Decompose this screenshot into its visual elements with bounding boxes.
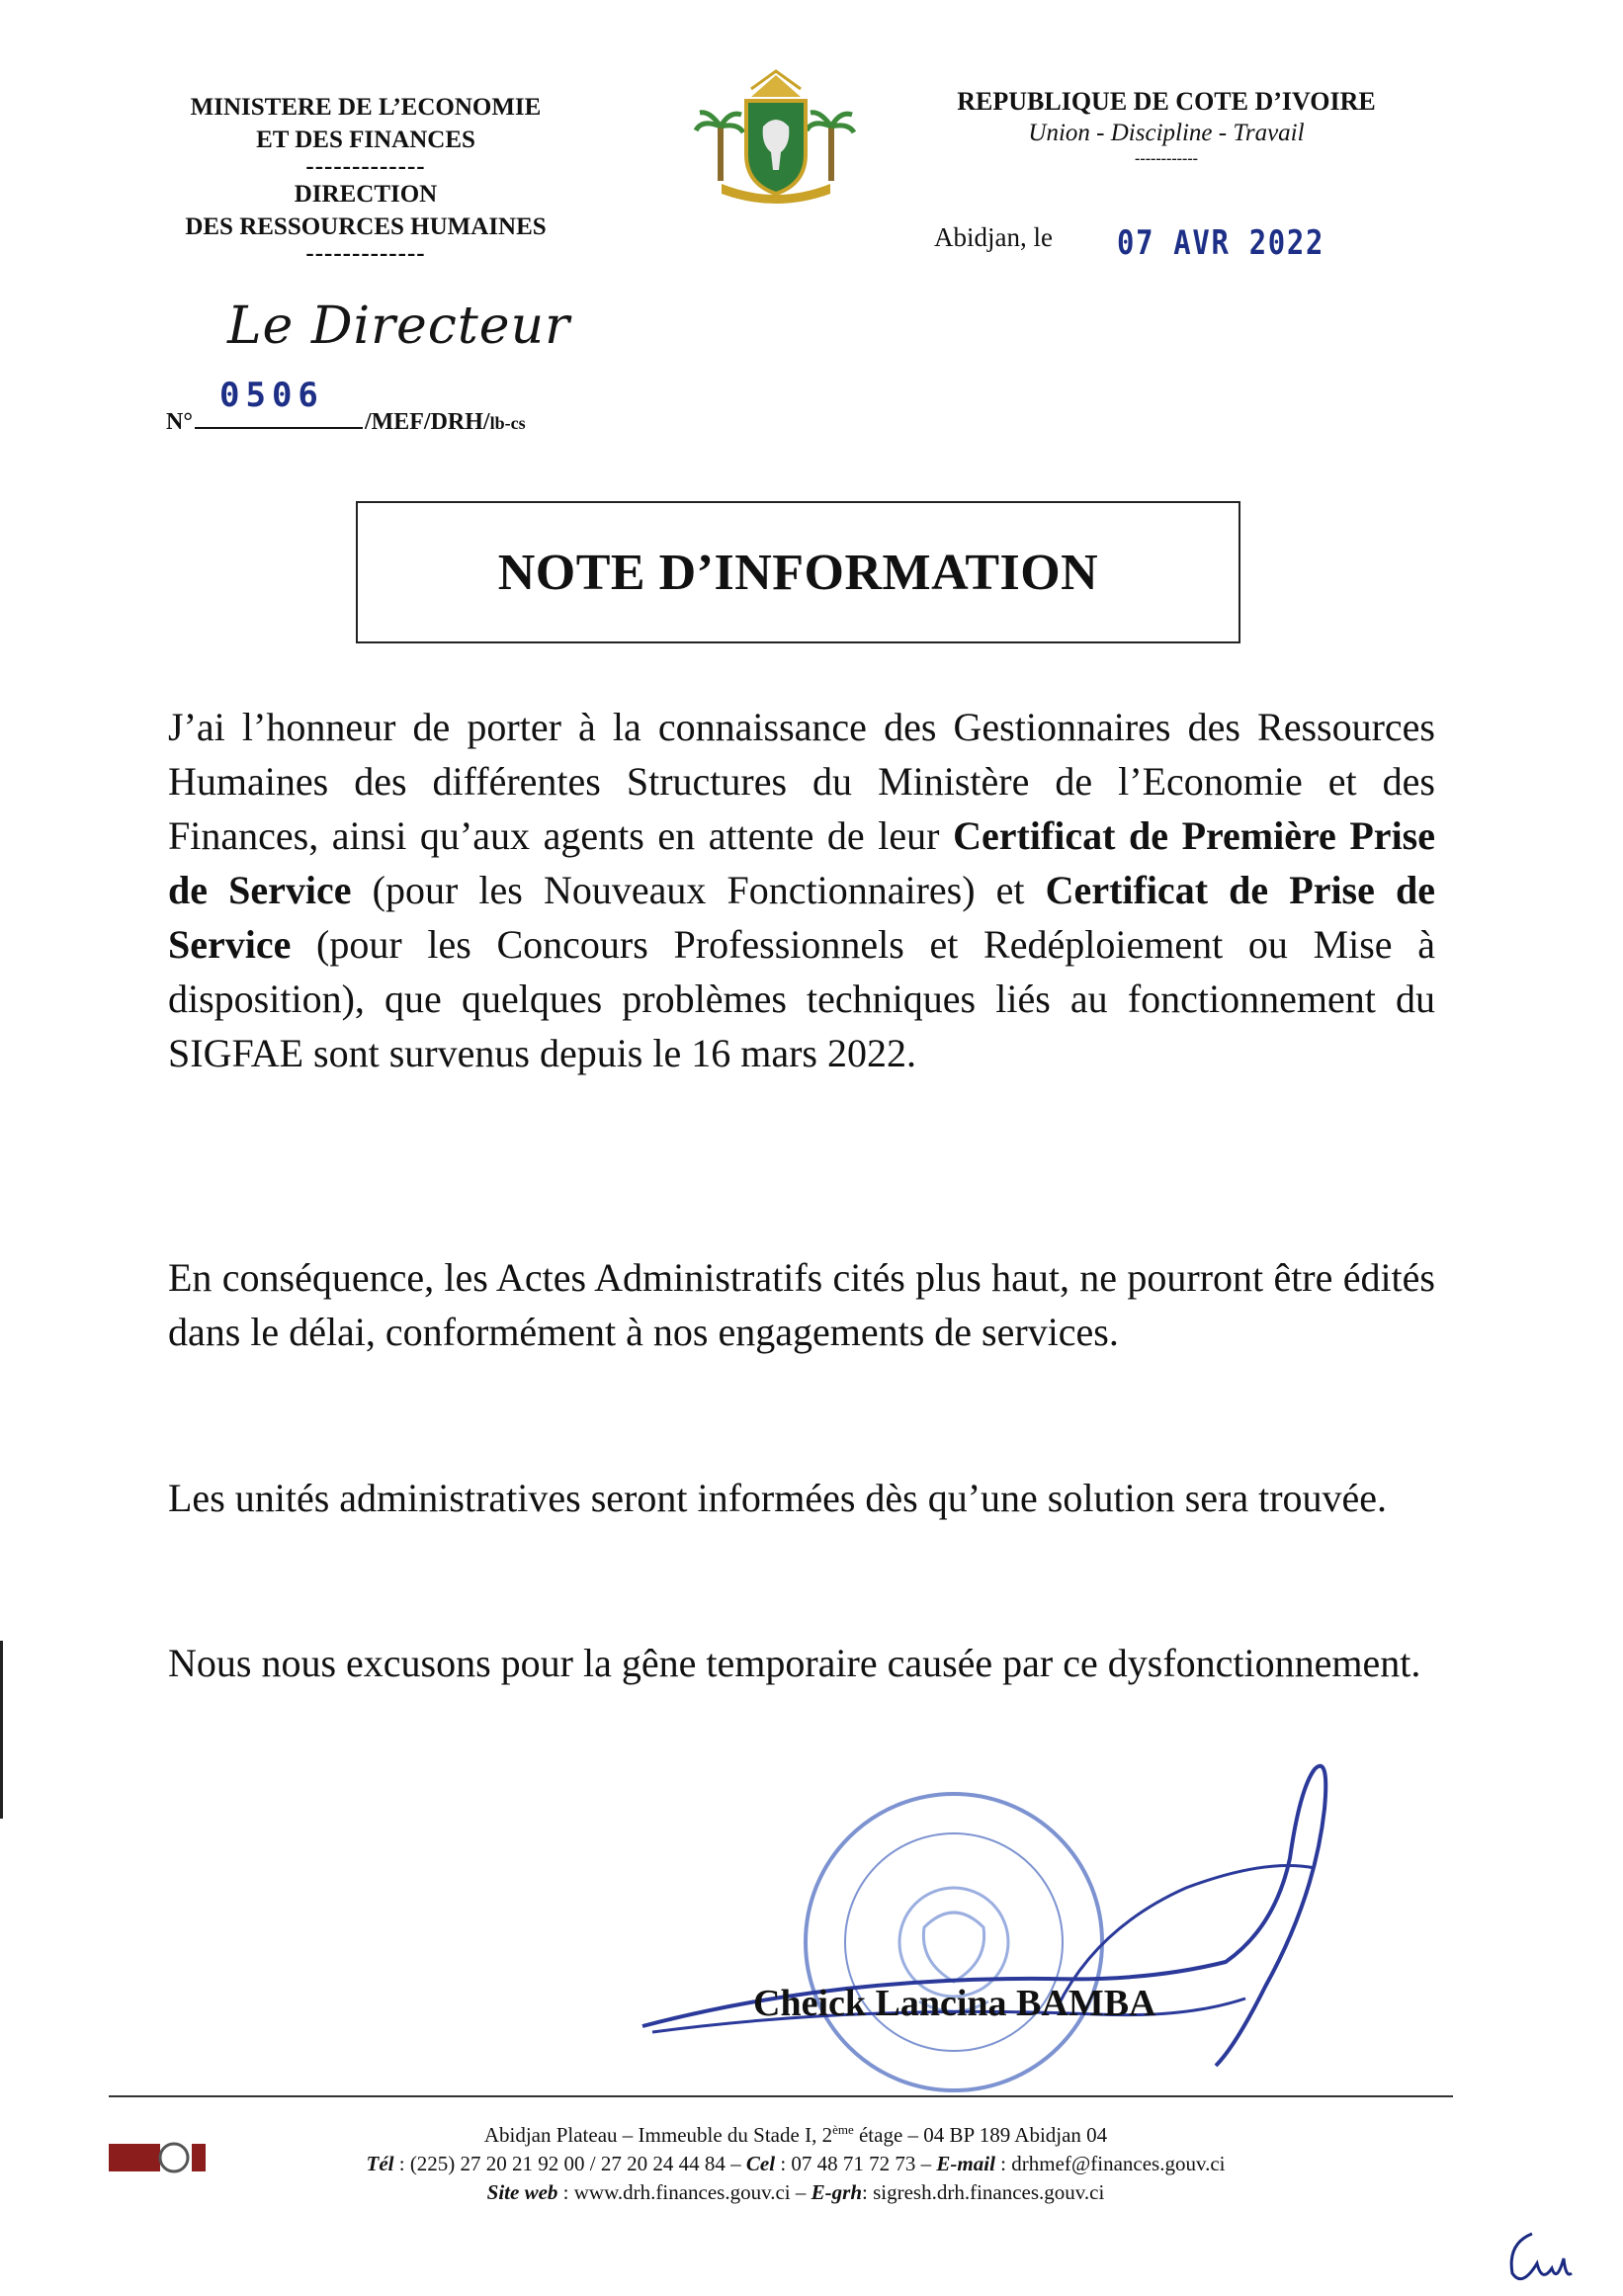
ministry-header bbox=[148, 91, 583, 265]
paragraph-2: En conséquence, les Actes Administratifs cités plus haut, ne pourront être édités dans le délai, conformément à nos engagements de services. bbox=[168, 1255, 1435, 1354]
coat-of-arms-emblem bbox=[692, 67, 860, 206]
footer-web: Site web : www.drh.finances.gouv.ci – E-grh: sigresh.drh.finances.gouv.ci bbox=[486, 2180, 1105, 2204]
signer-name: Cheick Lancina BAMBA bbox=[753, 1983, 1156, 2024]
footer-address: Abidjan Plateau – Immeuble du Stade I, 2ème étage – 04 BP 189 Abidjan 04 bbox=[483, 2122, 1108, 2147]
p1-text: J’ai l’honneur de porter à la connaissance des Gestionnaires des Ressources Humaines des différentes Structures du Ministère de l’Economie et des Finances, ainsi qu’aux agents en attente de leur bbox=[168, 705, 1435, 858]
reference-line bbox=[166, 403, 526, 436]
reference-number: 0506 bbox=[219, 376, 324, 415]
handwritten-initials bbox=[1502, 2224, 1591, 2293]
direction-line2: DES RESSOURCES HUMAINES bbox=[185, 213, 547, 240]
reference-prefix: N° bbox=[166, 409, 193, 435]
reference-suffix: /MEF/DRH/ bbox=[364, 409, 490, 435]
p1-text: (pour les Concours Professionnels et Redéploiement ou Mise à disposition), que quelques problèmes techniques liés au fonctionnement du SIGFAE sont survenus depuis le 16 mars 2022. bbox=[168, 922, 1435, 1075]
separator: ------------ bbox=[1135, 150, 1198, 167]
palm-right bbox=[807, 113, 854, 181]
republic-name: REPUBLIQUE DE COTE D’IVOIRE bbox=[957, 87, 1376, 116]
handwritten-signature bbox=[633, 1749, 1364, 2076]
margin-mark bbox=[0, 1641, 3, 1819]
direction-line1: DIRECTION bbox=[294, 181, 438, 208]
separator: ------------- bbox=[305, 153, 426, 180]
footer-email-link[interactable]: : drhmef@finances.gouv.ci bbox=[994, 2152, 1226, 2175]
footer-web-link[interactable]: : www.drh.finances.gouv.ci – bbox=[557, 2180, 812, 2204]
document-title-box bbox=[356, 501, 1240, 643]
footer-phones: Tél : (225) 27 20 21 92 00 / 27 20 24 44 84 – Cel : 07 48 71 72 73 – E-mail : drhmef@finances.gouv.ci bbox=[366, 2152, 1226, 2175]
document-title: NOTE D’INFORMATION bbox=[497, 544, 1099, 601]
footer-divider bbox=[109, 2095, 1453, 2097]
ministry-name-line1: MINISTERE DE L’ECONOMIE bbox=[190, 94, 542, 121]
directeur-signature-title: Le Directeur bbox=[227, 297, 570, 356]
p1-bold-cert-prise: Certificat de Prise de Service bbox=[168, 868, 1436, 967]
separator: ------------- bbox=[305, 240, 426, 267]
ministry-name-line2: ET DES FINANCES bbox=[256, 127, 475, 153]
footer-grh-link[interactable]: : sigresh.drh.finances.gouv.ci bbox=[862, 2180, 1105, 2204]
p1-bold-cert-premiere: Certificat de Première Prise de Service bbox=[168, 813, 1435, 912]
palm-left bbox=[696, 113, 743, 181]
paragraph-1 bbox=[168, 700, 1435, 1080]
reference-blank bbox=[195, 403, 363, 429]
paragraph-3: Les unités administratives seront informées dès qu’une solution sera trouvée. bbox=[168, 1476, 1388, 1520]
sun-rays bbox=[751, 71, 801, 97]
republic-header bbox=[919, 85, 1413, 170]
national-motto: Union - Discipline - Travail bbox=[1028, 120, 1305, 146]
reference-initials: lb-cs bbox=[489, 413, 526, 433]
p1-text: (pour les Nouveaux Fonctionnaires) et bbox=[351, 868, 1046, 912]
footer-contact-block bbox=[227, 2115, 1364, 2207]
footer-logo bbox=[109, 2140, 208, 2175]
paragraph-4: Nous nous excusons pour la gêne temporaire causée par ce dysfonctionnement. bbox=[168, 1641, 1421, 1685]
date-prefix: Abidjan, le bbox=[934, 222, 1053, 252]
date-stamp: 07 AVR 2022 bbox=[1117, 223, 1325, 263]
